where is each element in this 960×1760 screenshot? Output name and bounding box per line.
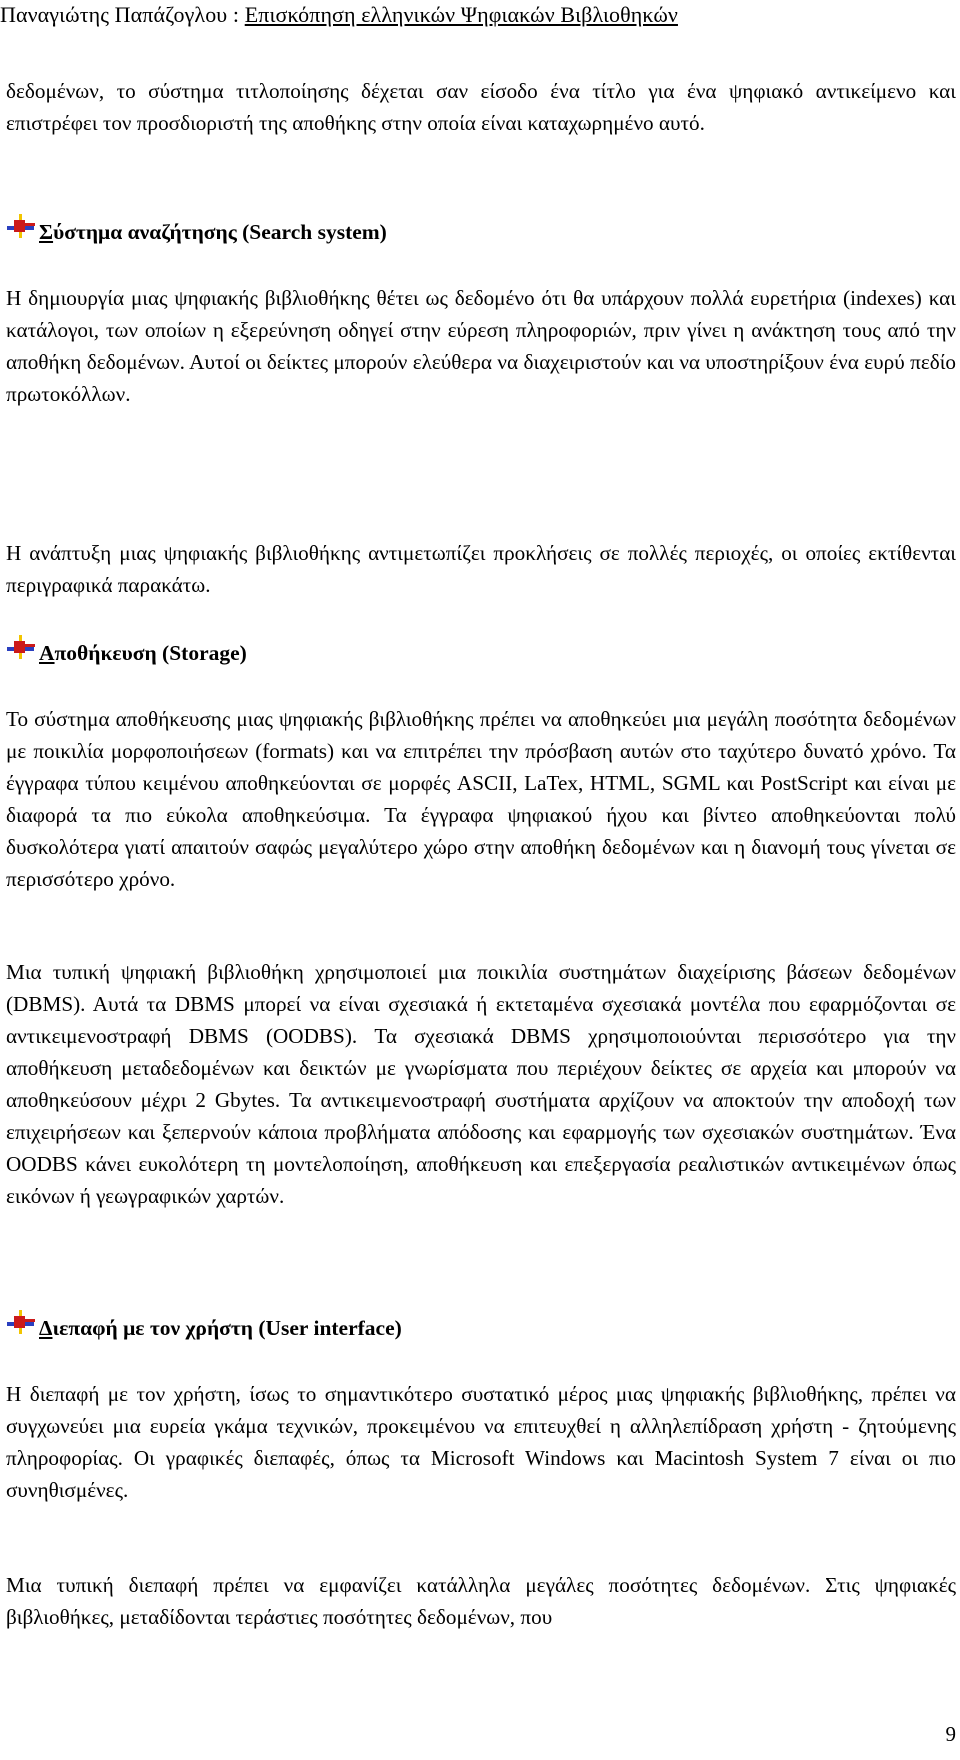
header-author: Παναγιώτης Παπάζογλου : [0, 2, 240, 27]
heading-search-text: ύστημα αναζήτησης (Search system) [53, 220, 387, 244]
heading-ui-text: ιεπαφή με τον χρήστη (User interface) [52, 1316, 402, 1340]
heading-search-first-letter: Σ [39, 220, 54, 244]
paragraph-storage-formats: Το σύστημα αποθήκευσης μιας ψηφιακής βιβλιοθήκης πρέπει να αποθηκεύει μια μεγάλη ποσότητα δεδομένων με ποικιλία μορφοποιήσεων (formats) και να επιτρέπει την πρόσβαση αυτών στο ταχύτερο δυνατό χρόνο. Τα έγγραφα τύπου κειμένου αποθηκεύονται σε μορφές ASCII, LaTex, HTML, SGML και PostScript και είναι με διαφορά τα πιο εύκολα αποθηκεύσιμα. Τα έγγραφα ψηφιακού ήχου και βίντεο αποθηκεύονται πολύ δυσκολότερα γιατί απαιτούν σαφώς μεγαλύτερο χώρο στην αποθήκη δεδομένων και η διανομή τους γίνεται σε περισσότερο χρόνο. [6, 707, 956, 891]
paragraph-storage-dbms: Μια τυπική ψηφιακή βιβλιοθήκη χρησιμοποιεί μια ποικιλία συστημάτων διαχείρισης βάσεων δεδομένων (DBMS). Αυτά τα DBMS μπορεί να είναι σχεσιακά ή εκτεταμένα σχεσιακά μοντέλα που εφαρμόζονται σε αντικειμενοστραφή DBMS (OODBS). Τα σχεσιακά DBMS χρησιμοποιούνται περισσότερο για την αποθήκευση μεταδεδομένων και δεικτών με γνωρίσματα που περιέχουν δείκτες σε αρχεία και μπορούν να αποθηκεύσουν μέχρι 2 Gbytes. Τα αντικειμενοστραφή συστήματα αρχίζουν να αποκτούν την αποδοχή των επιχειρήσεων και ξεπερνούν κάποια προβλήματα απόδοσης και εφαρμογής των σχεσιακών συστημάτων. Ένα OODBS κάνει ευκολότερη τη μοντελοποίηση, αποθήκευση και επεξεργασία ρεαλιστικών αντικειμένων όπως εικόνων ή γεωγραφικών χαρτών. [6, 960, 956, 1208]
heading-storage-text: ποθήκευση (Storage) [54, 641, 247, 665]
heading-storage-first-letter: Α [39, 641, 55, 665]
pushpin-bullet-icon [6, 1308, 36, 1338]
running-header [0, 2, 678, 28]
heading-user-interface [6, 1316, 402, 1341]
page-number: 9 [945, 1722, 956, 1746]
paragraph-user-interface: Η διεπαφή με τον χρήστη, ίσως το σημαντικότερο συστατικό μέρος μιας ψηφιακής βιβλιοθήκης, πρέπει να συγχωνεύει μια ευρεία γκάμα τεχνικών, προκειμένου να επιτευχθεί η αλληλεπίδραση χρήστη - ζητούμενης πληροφορίας. Οι γραφικές διεπαφές, όπως τα Microsoft Windows και Macintosh System 7 είναι οι πιο συνηθισμένες. [6, 1382, 956, 1502]
heading-ui-first-letter: Δ [39, 1316, 53, 1340]
pushpin-bullet-icon [6, 633, 36, 663]
paragraph-challenges: Η ανάπτυξη μιας ψηφιακής βιβλιοθήκης αντιμετωπίζει προκλήσεις σε πολλές περιοχές, οι οποίες εκτίθενται περιγραφικά παρακάτω. [6, 541, 956, 597]
paragraph-interface-data: Μια τυπική διεπαφή πρέπει να εμφανίζει κατάλληλα μεγάλες ποσότητες δεδομένων. Στις ψηφιακές βιβλιοθήκες, μεταδίδονται τεράστιες ποσότητες δεδομένων, που [6, 1573, 956, 1629]
paragraph-search-system: Η δημιουργία μιας ψηφιακής βιβλιοθήκης θέτει ως δεδομένο ότι θα υπάρχουν πολλά ευρετήρια (indexes) και κατάλογοι, των οποίων η εξερεύνηση οδηγεί στην εύρεση πληροφοριών, πριν γίνει η ανάκτηση τους από την αποθήκη δεδομένων. Αυτοί οι δείκτες μπορούν ελεύθερα να διαχειριστούν και να υποστηρίξουν ένα ευρύ πεδίο πρωτοκόλλων. [6, 286, 956, 406]
heading-search-system [6, 220, 387, 245]
header-title: Επισκόπηση ελληνικών Ψηφιακών Βιβλιοθηκών [244, 2, 678, 27]
pushpin-bullet-icon [6, 212, 36, 242]
heading-storage [6, 641, 247, 666]
paragraph-intro-continuation: δεδομένων, το σύστημα τιτλοποίησης δέχεται σαν είσοδο ένα τίτλο για ένα ψηφιακό αντικείμενο και επιστρέφει τον προσδιοριστή της αποθήκης στην οποία είναι καταχωρημένο αυτό. [6, 79, 956, 135]
